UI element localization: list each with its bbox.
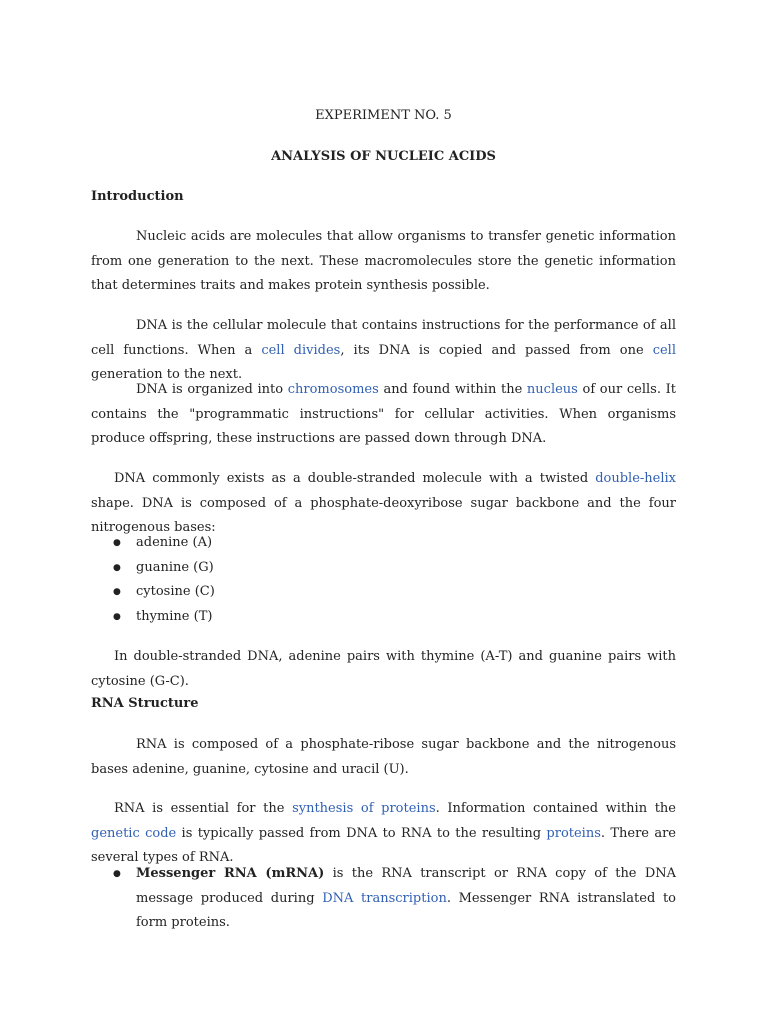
list-item-text: . Messenger RNA istranslated to form proteins. — [136, 890, 676, 930]
experiment-number: EXPERIMENT NO. 5 — [315, 108, 452, 123]
document-title: ANALYSIS OF NUCLEIC ACIDS — [271, 149, 496, 164]
list-item-text: cytosine (C) — [136, 584, 215, 599]
paragraph-text: . Information contained within the — [435, 801, 676, 816]
rna-types-list — [91, 862, 676, 936]
bullet-icon: ● — [113, 538, 121, 548]
list-item — [91, 531, 676, 556]
paragraph-text: , its DNA is copied and passed from one — [340, 342, 653, 358]
paragraph-text: shape. DNA is composed of a phosphate-deoxyribose sugar backbone and the four nitrogenous bases: — [91, 495, 676, 535]
link-synthesis-of-proteins[interactable]: synthesis of proteins — [292, 801, 436, 816]
list-item-text: is the RNA transcript or RNA copy of the DNA message produced during — [136, 866, 677, 906]
paragraph-text: . There are several types of RNA. — [91, 825, 676, 865]
list-item-text: thymine (T) — [136, 608, 213, 624]
list-item — [91, 556, 676, 581]
paragraph-text: DNA commonly exists as a double-stranded molecule with a twisted — [114, 471, 596, 486]
paragraph-text: RNA is essential for the — [114, 801, 293, 816]
link-cell[interactable]: cell — [652, 342, 676, 358]
list-item — [91, 862, 676, 936]
intro-heading: Introduction — [91, 189, 184, 204]
link-proteins[interactable]: proteins — [546, 825, 601, 841]
link-nucleus[interactable]: nucleus — [526, 382, 578, 397]
bullet-icon: ● — [113, 562, 121, 573]
paragraph-dna-instructions — [91, 314, 676, 388]
bullet-icon: ● — [113, 611, 121, 622]
paragraph-text: generation to the next. — [91, 367, 243, 382]
link-cell-divides[interactable]: cell divides — [261, 342, 341, 358]
paragraph-text: DNA is organized into — [136, 382, 288, 397]
paragraph-rna-role — [91, 797, 676, 871]
paragraph-text: and found within the — [378, 382, 527, 397]
bases-list — [91, 531, 676, 629]
paragraph-dna-organization — [91, 378, 676, 452]
paragraph-nucleic-acids: Nucleic acids are molecules that allow organisms to transfer genetic information from one generation to the next. These macromolecules store the genetic information that determines traits and makes protein synthesis possible. — [91, 229, 676, 293]
rna-heading: RNA Structure — [91, 696, 199, 711]
link-chromosomes[interactable]: chromosomes — [287, 382, 379, 397]
list-item-text: adenine (A) — [136, 535, 213, 550]
link-dna-transcription[interactable]: DNA transcription — [322, 890, 447, 906]
bullet-icon: ● — [113, 869, 121, 879]
paragraph-text: of our cells. It contains the "programmatic instructions" for cellular activities. When organisms produce offspring, these instructions are passed down through DNA. — [91, 382, 676, 446]
list-item — [91, 580, 676, 605]
link-genetic-code[interactable]: genetic code — [91, 825, 177, 841]
list-item-text: guanine (G) — [136, 559, 214, 575]
link-double-helix[interactable]: double-helix — [595, 471, 676, 486]
paragraph-text: DNA is the cellular molecule that contains instructions for the performance of all cell functions. When a — [91, 318, 676, 358]
bullet-icon: ● — [113, 587, 121, 597]
paragraph-rna-composition: RNA is composed of a phosphate-ribose sugar backbone and the nitrogenous bases adenine, guanine, cytosine and uracil (U). — [91, 737, 676, 777]
paragraph-base-pairing: In double-stranded DNA, adenine pairs with thymine (A-T) and guanine pairs with cytosine (G-C). — [91, 649, 676, 689]
paragraph-text: is typically passed from DNA to RNA to the resulting — [176, 825, 547, 841]
paragraph-dna-structure — [91, 467, 676, 541]
mrna-term: Messenger RNA (mRNA) — [136, 866, 325, 881]
list-item — [91, 605, 676, 630]
